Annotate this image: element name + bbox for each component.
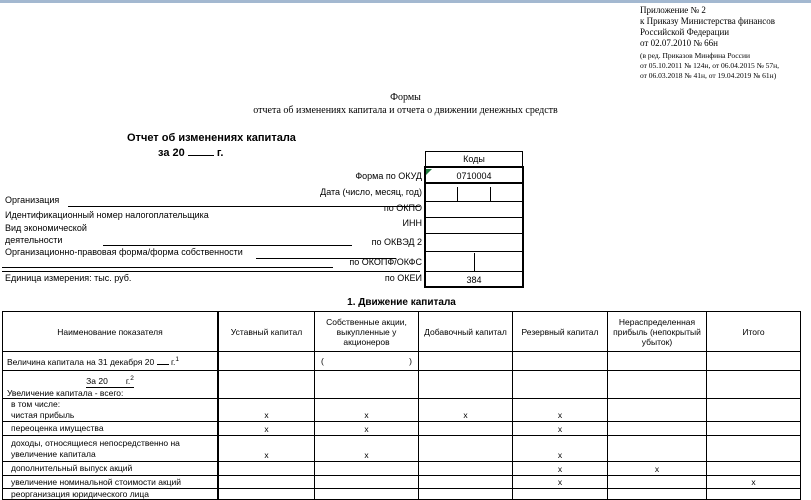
date-label: Дата (число, месяц, год) (320, 187, 422, 197)
paren-open: ( (321, 356, 324, 366)
inn-left-label: Идентификационный номер налогоплательщика (5, 210, 209, 220)
cell-netprofit-reserve: х (513, 399, 608, 422)
cell-income-additional[interactable] (419, 436, 513, 462)
year-blank-field[interactable] (188, 146, 214, 156)
cell-income-own-shares: х (315, 436, 419, 462)
revision-line: (в ред. Приказов Минфина России (640, 51, 750, 60)
report-title: Отчет об изменениях капитала (127, 132, 296, 144)
paren-close: ) (409, 356, 412, 366)
revision-note (640, 51, 779, 81)
unit-label: Единица измерения: тыс. руб. (5, 273, 132, 283)
cell-nominal-total: х (707, 476, 801, 489)
footnote-1-marker: 1 (175, 356, 179, 364)
activity-label-line1: Вид экономической (5, 223, 87, 233)
capital-row-suffix: г. (170, 356, 176, 367)
cell-reval-own-shares: х (315, 422, 419, 436)
cell-reval-total[interactable] (707, 422, 801, 436)
cell-issue-retained: х (608, 462, 707, 476)
cell-nominal-reserve: х (513, 476, 608, 489)
column-header-retained-earnings: Нераспределенная прибыль (непокрытый убыток) (608, 312, 707, 352)
activity-blank-field[interactable] (103, 245, 352, 246)
revision-line: от 05.10.2011 № 124н, от 06.04.2015 № 57н, (640, 61, 780, 70)
form-okud-label: Форма по ОКУД (355, 171, 422, 181)
cell-income-authorized: х (219, 436, 315, 462)
row-label-reorganization: реорганизация юридического лица (3, 489, 219, 500)
okpo-label: по ОКПО (383, 203, 422, 213)
cell-reval-authorized: х (219, 422, 315, 436)
date-month-cell[interactable] (457, 187, 489, 201)
appendix-line: от 02.07.2010 № 66н (640, 38, 718, 48)
year-row-text: За 20 (86, 375, 108, 386)
period-prefix: за 20 (158, 147, 185, 159)
cell-reorg-total[interactable] (707, 489, 801, 500)
cell-increase-retained[interactable] (608, 371, 707, 399)
okopf-blank-field[interactable] (2, 267, 333, 268)
okpo-value-cell[interactable] (426, 203, 522, 218)
column-header-own-shares: Собственные акции, выкупленные у акционеров (315, 312, 419, 352)
cell-reval-retained[interactable] (608, 422, 707, 436)
capital-row-text: Величина капитала на 31 декабря 20 (7, 356, 155, 367)
okopf-value-cell[interactable] (426, 253, 474, 271)
appendix-line: Приложение № 2 (640, 5, 706, 15)
cell-nominal-additional[interactable] (419, 476, 513, 489)
cell-reorg-retained[interactable] (608, 489, 707, 500)
forms-title-line2: отчета об изменениях капитала и отчета о движении денежных средств (253, 105, 558, 116)
column-header-reserve-capital: Резервный капитал (513, 312, 608, 352)
date-day-cell[interactable] (426, 187, 457, 201)
row-label-revaluation: переоценка имущества (3, 422, 219, 436)
cell-capital-additional[interactable] (419, 352, 513, 371)
cell-issue-additional[interactable] (419, 462, 513, 476)
cell-netprofit-additional: х (419, 399, 513, 422)
inn-value-cell[interactable] (426, 219, 522, 234)
column-header-additional-capital: Добавочный капитал (419, 312, 513, 352)
okopf-label: по ОКОПФ/ОКФС (349, 257, 422, 267)
cell-capital-reserve[interactable] (513, 352, 608, 371)
appendix-reference (640, 5, 775, 49)
cell-issue-total[interactable] (707, 462, 801, 476)
okved-label: по ОКВЭД 2 (371, 237, 422, 247)
column-header-indicator: Наименование показателя (3, 312, 219, 352)
cell-reval-additional[interactable] (419, 422, 513, 436)
window-top-edge (0, 0, 811, 3)
cell-income-reserve: х (513, 436, 608, 462)
row-label-share-issue: дополнительный выпуск акций (3, 462, 219, 476)
row-label-income-to-capital: доходы, относящиеся непосредственно на увеличение капитала (3, 436, 219, 462)
cell-reval-reserve: х (513, 422, 608, 436)
increase-total-label: Увеличение капитала - всего: (7, 387, 124, 398)
okopf-underline (2, 271, 420, 272)
cell-nominal-own-shares[interactable] (315, 476, 419, 489)
okved-value-cell[interactable] (426, 235, 522, 252)
year-row-suffix: г. (125, 375, 131, 386)
cell-income-retained[interactable] (608, 436, 707, 462)
okud-value: 0710004 (456, 170, 492, 181)
okfs-value-cell[interactable] (474, 253, 523, 271)
activity-label-line2: деятельности (5, 235, 63, 245)
report-period (158, 146, 223, 159)
organization-blank-field[interactable] (68, 206, 420, 207)
cell-netprofit-own-shares: х (315, 399, 419, 422)
cell-nominal-retained[interactable] (608, 476, 707, 489)
cell-capital-total[interactable] (707, 352, 801, 371)
cell-reorg-own-shares[interactable] (315, 489, 419, 500)
cell-increase-total[interactable] (707, 371, 801, 399)
okei-value-cell (426, 273, 522, 286)
row-label-nominal-increase: увеличение номинальной стоимости акций (3, 476, 219, 489)
legal-form-label: Организационно-правовая форма/форма собственности (5, 247, 243, 257)
cell-issue-authorized[interactable] (219, 462, 315, 476)
date-cells-row (426, 187, 522, 202)
cell-increase-additional[interactable] (419, 371, 513, 399)
date-year-cell[interactable] (490, 187, 522, 201)
cell-issue-reserve: х (513, 462, 608, 476)
appendix-line: к Приказу Министерства финансов (640, 16, 775, 26)
column-header-authorized-capital: Уставный капитал (219, 312, 315, 352)
inn-label: ИНН (402, 218, 422, 228)
capital-year-blank[interactable] (157, 357, 169, 365)
cell-issue-own-shares[interactable] (315, 462, 419, 476)
period-suffix: г. (216, 147, 224, 159)
cell-income-total[interactable] (707, 436, 801, 462)
cell-increase-reserve[interactable] (513, 371, 608, 399)
legal-form-blank-field[interactable] (256, 258, 396, 259)
column-header-total: Итого (707, 312, 801, 352)
okud-value-cell[interactable] (426, 169, 522, 184)
cell-reorg-additional[interactable] (419, 489, 513, 500)
cell-increase-authorized[interactable] (219, 371, 315, 399)
forms-title-line1: Формы (390, 92, 421, 103)
cell-netprofit-total[interactable] (707, 399, 801, 422)
footnote-2-marker: 2 (130, 375, 134, 382)
cell-netprofit-retained[interactable] (608, 399, 707, 422)
cell-reorg-reserve[interactable] (513, 489, 608, 500)
cell-capital-own-shares[interactable] (315, 352, 419, 371)
cell-capital-authorized[interactable] (219, 352, 315, 371)
section1-title: 1. Движение капитала (347, 297, 456, 308)
capital-movement-table (2, 311, 801, 500)
okopf-okfs-cells-row (426, 253, 522, 272)
organization-label: Организация (5, 195, 60, 205)
row-label-capital-value (3, 352, 219, 371)
okei-value: 384 (466, 274, 482, 285)
revision-line: от 06.03.2018 № 41н, от 19.04.2019 № 61н) (640, 71, 777, 80)
row-label-net-profit: в том числе: чистая прибыль (3, 399, 219, 422)
row-label-year-increase (3, 371, 219, 399)
codes-header-cell (425, 151, 523, 167)
cell-capital-retained[interactable] (608, 352, 707, 371)
okud-cell-corner-triangle-icon (426, 169, 432, 175)
appendix-line: Российской Федерации (640, 27, 730, 37)
cell-nominal-authorized[interactable] (219, 476, 315, 489)
cell-increase-own-shares[interactable] (315, 371, 419, 399)
cell-netprofit-authorized: х (219, 399, 315, 422)
okei-label: по ОКЕИ (384, 273, 422, 283)
codes-header-label: Коды (463, 154, 485, 164)
cell-reorg-authorized[interactable] (219, 489, 315, 500)
